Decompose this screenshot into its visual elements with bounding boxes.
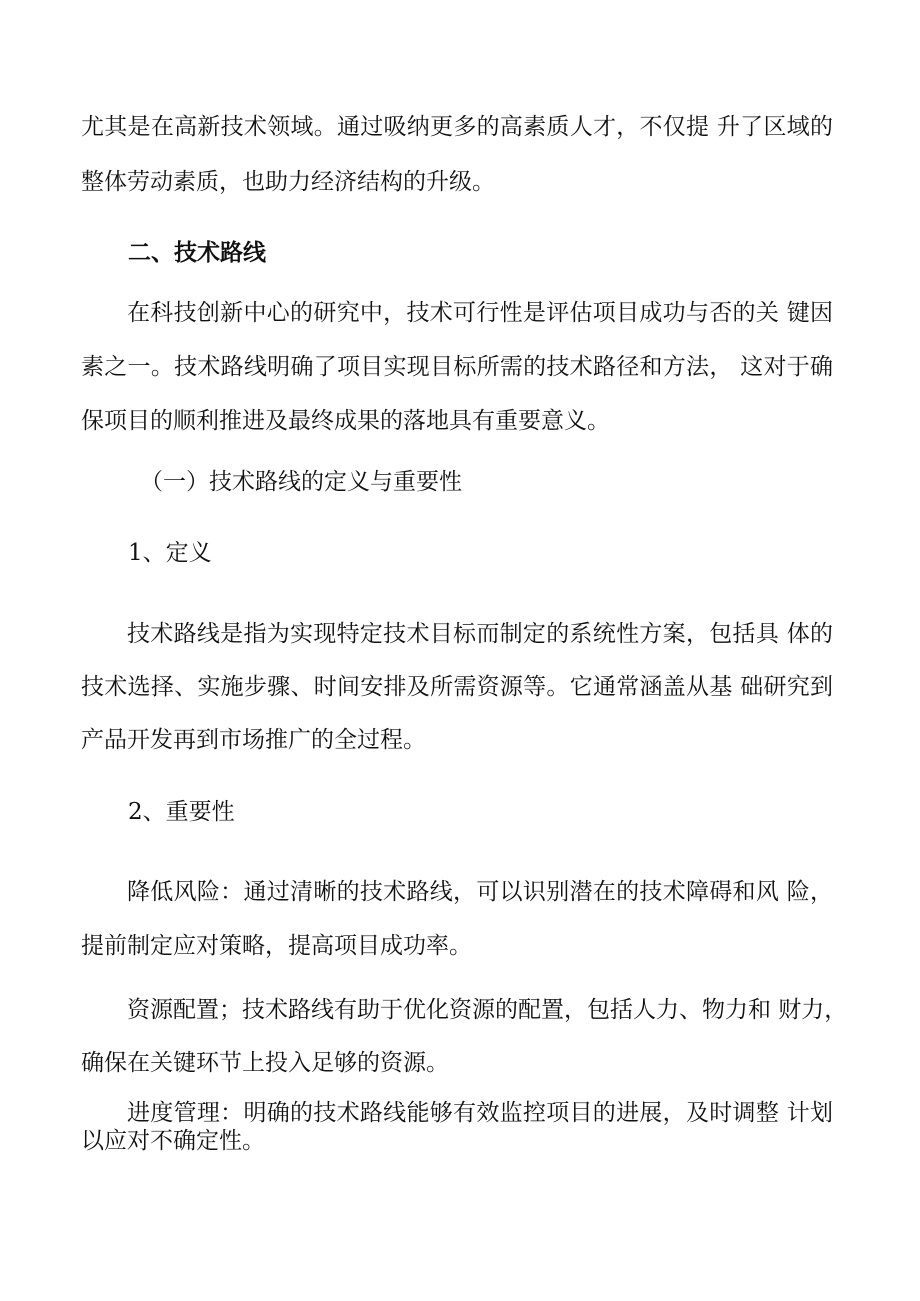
subsection-heading: （一）技术路线的定义与重要性 [140, 469, 462, 495]
item-heading: 1、定义 [128, 540, 212, 566]
paragraph-line: 技术选择、实施步骤、时间安排及所需资源等。它通常涵盖从基 础研究到 [81, 674, 833, 700]
paragraph-line: 素之一。技术路线明确了项目实现目标所需的技术路径和方法， 这对于确 [81, 354, 833, 380]
paragraph-line: 技术路线是指为实现特定技术目标而制定的系统性方案，包括具 体的 [127, 621, 833, 647]
section-heading: 二、技术路线 [128, 239, 266, 266]
paragraph-line: 产品开发再到市场推广的全过程。 [81, 727, 426, 753]
paragraph-line: 在科技创新中心的研究中，技术可行性是评估项目成功与否的关 键因 [127, 300, 833, 326]
paragraph-line: 降低风险：通过清晰的技术路线，可以识别潜在的技术障碍和风 险， [127, 879, 833, 905]
paragraph-line: 保项目的顺利推进及最终成果的落地具有重要意义。 [81, 408, 610, 434]
item-heading: 2、重要性 [128, 799, 235, 825]
paragraph-line: 以应对不确定性。 [81, 1128, 265, 1154]
paragraph-line: 提前制定应对策略，提高项目成功率。 [81, 933, 472, 959]
paragraph-line: 资源配置；技术路线有助于优化资源的配置，包括人力、物力和 财力， [127, 997, 848, 1023]
paragraph-line: 进度管理：明确的技术路线能够有效监控项目的进展，及时调整 计划 [127, 1100, 833, 1126]
paragraph-line: 整体劳动素质，也助力经济结构的升级。 [81, 169, 495, 195]
paragraph-line: 确保在关键环节上投入足够的资源。 [81, 1050, 449, 1076]
paragraph-line: 尤其是在高新技术领域。通过吸纳更多的高素质人才，不仅提 升了区域的 [81, 114, 833, 140]
